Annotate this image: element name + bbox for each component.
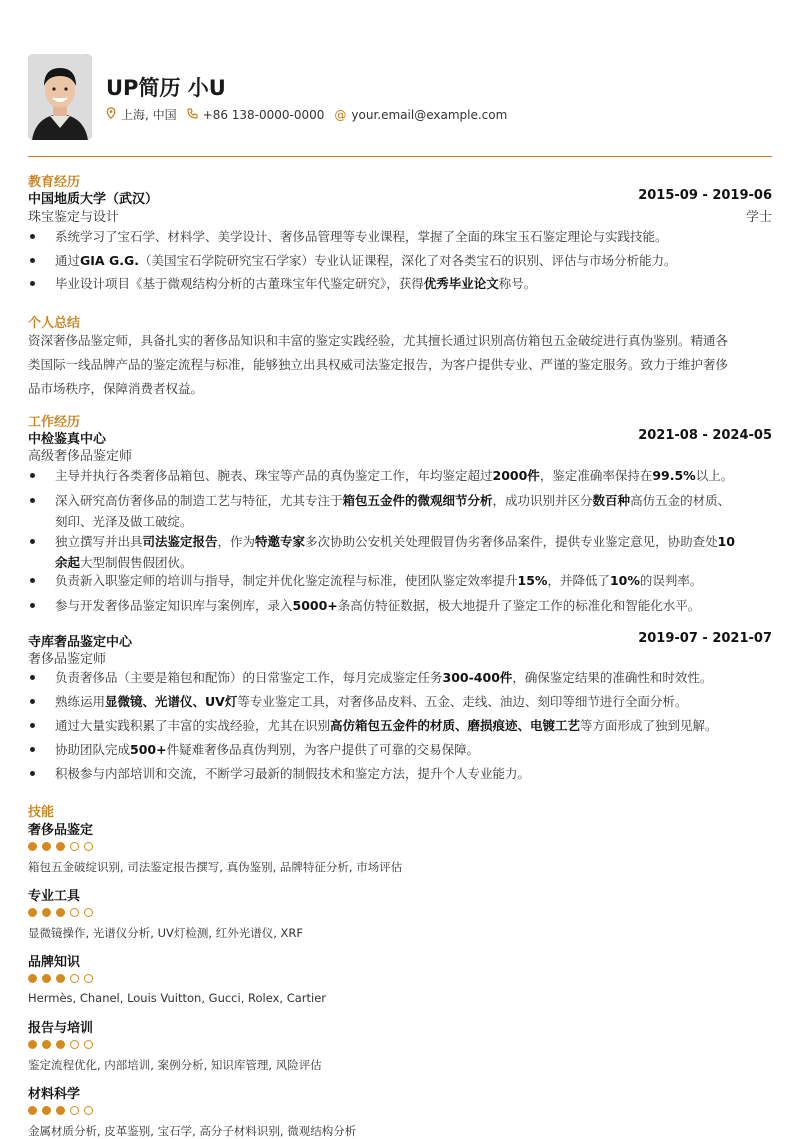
school-name: 中国地质大学（武汉） xyxy=(28,192,159,207)
rating-filled-dot-icon xyxy=(28,1106,37,1115)
bullet-dot-icon xyxy=(30,473,35,478)
bullet-text: 系统学习了宝石学、材料学、美学设计、奢侈品管理等专业课程，掌握了全面的珠宝玉石鉴定理论与实践技能。 xyxy=(55,229,668,244)
education-dates: 2015-09 - 2019-06 xyxy=(638,188,772,203)
skill-name: 奢侈品鉴定 xyxy=(28,823,94,838)
summary-text xyxy=(28,329,772,401)
rating-filled-dot-icon xyxy=(42,908,51,917)
bullet-text: 参与开发奢侈品鉴定知识库与案例库，录入5000+条高仿特征数据，极大地提升了鉴定工作的标准化和智能化水平。 xyxy=(55,598,701,613)
bullet-dot-icon xyxy=(30,771,35,776)
bullet-dot-icon xyxy=(30,699,35,704)
email-text: your.email@example.com xyxy=(351,107,508,122)
bullet-text: 负责奢侈品（主要是箱包和配饰）的日常鉴定工作，每月完成鉴定任务300-400件，确保鉴定结果的准确性和时效性。 xyxy=(55,670,713,685)
bullet-dot-icon xyxy=(30,723,35,728)
company-name: 寺库奢品鉴定中心 xyxy=(28,635,133,650)
bullet-text: 独立撰写并出具司法鉴定报告，作为特邀专家多次协助公安机关处理假冒伪劣奢侈品案件，提供专业鉴定意见，协助查处10 余起大型制假售假团伙。 xyxy=(55,534,735,570)
bullet-text: 主导并执行各类奢侈品箱包、腕表、珠宝等产品的真伪鉴定工作，年均鉴定超过2000件，鉴定准确率保持在99.5%以上。 xyxy=(55,468,734,483)
job-dates: 2019-07 - 2021-07 xyxy=(638,631,772,646)
bullet-text: 积极参与内部培训和交流，不断学习最新的制假技术和鉴定方法，提升个人专业能力。 xyxy=(55,766,531,781)
bullet-highlight: 箱包五金件的微观细节分析 xyxy=(342,493,493,508)
location-text: 上海, 中国 xyxy=(121,108,177,122)
rating-empty-dot-icon xyxy=(70,1106,79,1115)
rating-filled-dot-icon xyxy=(28,842,37,851)
rating-filled-dot-icon xyxy=(28,908,37,917)
bullet-text: 负责新入职鉴定师的培训与指导，制定并优化鉴定流程与标准，使团队鉴定效率提升15%，并降低了10%的误判率。 xyxy=(55,573,703,588)
bullet-highlight: 99.5% xyxy=(652,468,696,483)
bullet-highlight: 优秀毕业论文 xyxy=(423,276,499,291)
skill-keywords: 箱包五金破绽识别, 司法鉴定报告撰写, 真伪鉴别, 品牌特征分析, 市场评估 xyxy=(28,860,403,874)
summary-line: 资深奢侈品鉴定师，具备扎实的奢侈品知识和丰富的鉴定实践经验，尤其擅长通过识别高仿箱包五金破绽进行真伪鉴别。精通各 xyxy=(28,333,729,348)
phone-text: +86 138-0000-0000 xyxy=(202,107,325,122)
bullet-dot-icon xyxy=(30,675,35,680)
bullet-dot-icon xyxy=(30,258,35,263)
job-header-row xyxy=(28,428,772,446)
bullet-dot-icon xyxy=(30,747,35,752)
bullet-text: 通过大量实践积累了丰富的实战经验，尤其在识别高仿箱包五金件的材质、磨损痕迹、电镀工艺等方面形成了独到见解。 xyxy=(55,718,718,733)
rating-filled-dot-icon xyxy=(56,1040,65,1049)
summary-line: 类国际一线品牌产品的鉴定流程与标准，能够独立出具权威司法鉴定报告，为客户提供专业、严谨的鉴定服务。致力于维护奢侈 xyxy=(28,357,729,372)
section-title-education: 教育经历 xyxy=(28,175,81,190)
job-role-row xyxy=(28,648,772,666)
bullet-highlight: 300-400件 xyxy=(442,670,513,685)
rating-empty-dot-icon xyxy=(84,1106,93,1115)
candidate-name: UP简历 小U xyxy=(106,76,226,100)
bullet-dot-icon xyxy=(30,539,35,544)
bullet-highlight: 数百种 xyxy=(592,493,631,508)
skill-name: 品牌知识 xyxy=(28,955,81,970)
skill-keywords: Hermès, Chanel, Louis Vuitton, Gucci, Rolex, Cartier xyxy=(28,991,327,1005)
skill-rating xyxy=(28,842,98,854)
education-row xyxy=(28,188,772,206)
section-title-work: 工作经历 xyxy=(28,415,81,430)
summary-line: 品市场秩序，保障消费者权益。 xyxy=(28,381,204,396)
skill-keywords: 金属材质分析, 皮革鉴别, 宝石学, 高分子材料识别, 微观结构分析 xyxy=(28,1124,357,1138)
job-header-row xyxy=(28,631,772,649)
rating-filled-dot-icon xyxy=(56,842,65,851)
job-role: 高级奢侈品鉴定师 xyxy=(28,449,133,464)
skill-rating xyxy=(28,1106,98,1118)
skill-name: 专业工具 xyxy=(28,889,81,904)
bullet-highlight: 10 xyxy=(717,534,735,549)
bullet-text: 通过GIA G.G.（美国宝石学院研究宝石学家）专业认证课程，深化了对各类宝石的识别、评估与市场分析能力。 xyxy=(55,253,677,268)
bullet-highlight: GIA G.G. xyxy=(80,253,139,268)
bullet-highlight: 余起 xyxy=(55,555,81,570)
skill-rating xyxy=(28,908,98,920)
bullet-text: 协助团队完成500+件疑难奢侈品真伪判别，为客户提供了可靠的交易保障。 xyxy=(55,742,480,757)
phone-icon xyxy=(187,108,198,122)
bullet-dot-icon xyxy=(30,603,35,608)
job-role-row xyxy=(28,445,772,463)
bullet-highlight: 司法鉴定报告 xyxy=(142,534,218,549)
bullet-highlight: 15% xyxy=(517,573,548,588)
section-title-skills: 技能 xyxy=(28,805,55,820)
rating-empty-dot-icon xyxy=(84,974,93,983)
skill-keywords: 显微镜操作, 光谱仪分析, UV灯检测, 红外光谱仪, XRF xyxy=(28,926,304,940)
rating-empty-dot-icon xyxy=(70,908,79,917)
section-title-summary: 个人总结 xyxy=(28,316,81,331)
bullet-dot-icon xyxy=(30,234,35,239)
rating-filled-dot-icon xyxy=(56,908,65,917)
rating-empty-dot-icon xyxy=(70,974,79,983)
rating-empty-dot-icon xyxy=(70,1040,79,1049)
job-role: 奢侈品鉴定师 xyxy=(28,652,107,667)
rating-filled-dot-icon xyxy=(42,974,51,983)
skill-name: 报告与培训 xyxy=(28,1021,94,1036)
contact-info xyxy=(106,106,517,123)
location-pin-icon xyxy=(106,107,116,122)
rating-filled-dot-icon xyxy=(42,1106,51,1115)
bullet-highlight: 显微镜、光谱仪、UV灯 xyxy=(105,694,238,709)
avatar xyxy=(28,54,92,140)
degree: 学士 xyxy=(745,210,772,225)
bullet-text: 毕业设计项目《基于微观结构分析的古董珠宝年代鉴定研究》，获得优秀毕业论文称号。 xyxy=(55,276,537,291)
major: 珠宝鉴定与设计 xyxy=(28,210,120,225)
at-icon: @ xyxy=(334,107,347,122)
skill-name: 材料科学 xyxy=(28,1087,81,1102)
education-detail-row xyxy=(28,206,772,224)
bullet-highlight: 2000件 xyxy=(492,468,540,483)
company-name: 中检鉴真中心 xyxy=(28,432,107,447)
bullet-dot-icon xyxy=(30,498,35,503)
skill-rating xyxy=(28,1040,98,1052)
rating-empty-dot-icon xyxy=(84,842,93,851)
rating-empty-dot-icon xyxy=(84,1040,93,1049)
bullet-highlight: 特邀专家 xyxy=(255,534,306,549)
skill-rating xyxy=(28,974,98,986)
skill-keywords: 鉴定流程优化, 内部培训, 案例分析, 知识库管理, 风险评估 xyxy=(28,1058,322,1072)
header-divider xyxy=(28,156,772,157)
job-dates: 2021-08 - 2024-05 xyxy=(638,428,772,443)
rating-filled-dot-icon xyxy=(28,974,37,983)
bullet-dot-icon xyxy=(30,578,35,583)
rating-filled-dot-icon xyxy=(56,1106,65,1115)
resume-header xyxy=(28,54,772,144)
bullet-highlight: 10% xyxy=(609,573,640,588)
bullet-highlight: 5000+ xyxy=(292,598,338,613)
contact-phone xyxy=(187,108,325,122)
contact-location xyxy=(106,106,177,123)
contact-email xyxy=(334,108,507,122)
bullet-highlight: 500+ xyxy=(130,742,167,757)
bullet-highlight: 高仿箱包五金件的材质、磨损痕迹、电镀工艺 xyxy=(330,718,581,733)
bullet-text: 熟练运用显微镜、光谱仪、UV灯等专业鉴定工具，对奢侈品皮料、五金、走线、油边、刻印等细节进行全面分析。 xyxy=(55,694,688,709)
rating-empty-dot-icon xyxy=(70,842,79,851)
rating-filled-dot-icon xyxy=(42,1040,51,1049)
rating-filled-dot-icon xyxy=(28,1040,37,1049)
rating-filled-dot-icon xyxy=(42,842,51,851)
rating-filled-dot-icon xyxy=(56,974,65,983)
bullet-text: 深入研究高仿奢侈品的制造工艺与特征，尤其专注于箱包五金件的微观细节分析，成功识别并区分数百种高仿五金的材质、 刻印、光泽及做工破绽。 xyxy=(55,493,731,529)
rating-empty-dot-icon xyxy=(84,908,93,917)
bullet-dot-icon xyxy=(30,281,35,286)
